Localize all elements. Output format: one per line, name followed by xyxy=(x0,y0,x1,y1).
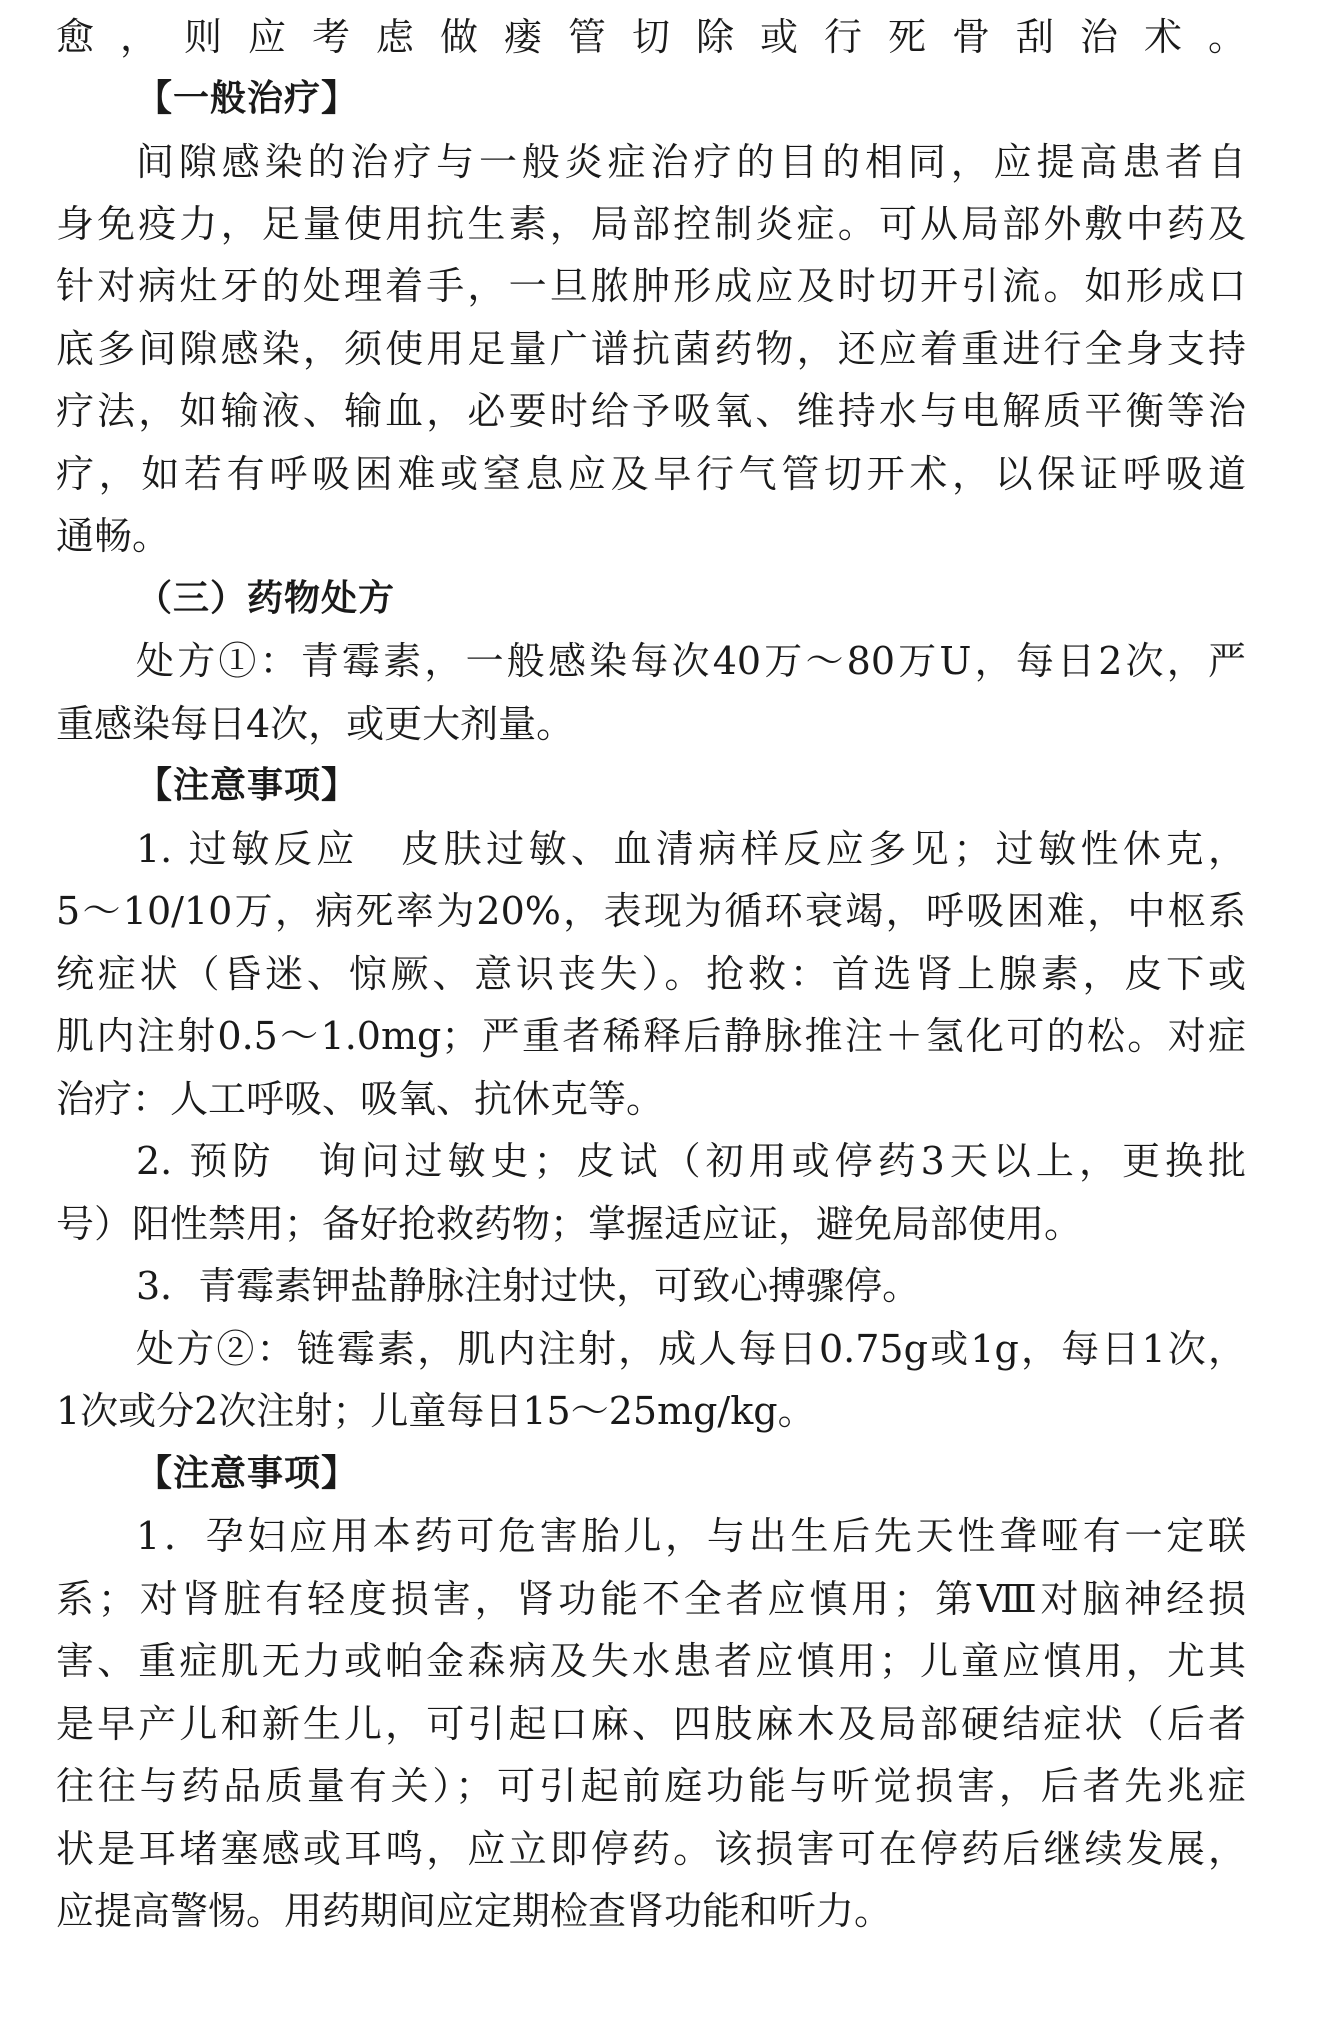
prescription-1-line: 处方①：青霉素，一般感染每次40万～80万U，每日2次，严 xyxy=(136,639,1246,683)
text-line: 害、重症肌无力或帕金森病及失水患者应慎用；儿童应慎用，尤其 xyxy=(56,1639,1246,1683)
text-line: 肌内注射0.5～1.0mg；严重者稀释后静脉推注＋氢化可的松。对症 xyxy=(56,1014,1246,1058)
text-line: 疗，如若有呼吸困难或窒息应及早行气管切开术，以保证呼吸道 xyxy=(56,452,1246,496)
text-line: 5～10/10万，病死率为20%，表现为循环衰竭，呼吸困难，中枢系 xyxy=(56,889,1246,933)
text-line: 往往与药品质量有关）；可引起前庭功能与听觉损害，后者先兆症 xyxy=(56,1764,1246,1808)
text-line: 愈，则应考虑做瘘管切除或行死骨刮治术。 xyxy=(56,15,1246,59)
text-line: 针对病灶牙的处理着手，一旦脓肿形成应及时切开引流。如形成口 xyxy=(56,264,1246,308)
prescription-2-line: 处方②：链霉素，肌内注射，成人每日0.75g或1g，每日1次， xyxy=(136,1327,1246,1371)
text-line: 2. 预防 询问过敏史；皮试（初用或停药3天以上，更换批 xyxy=(136,1139,1246,1183)
section-heading-precautions: 【注意事项】 xyxy=(136,1453,359,1494)
section-heading-precautions: 【注意事项】 xyxy=(136,765,359,806)
text-line: 1. 过敏反应 皮肤过敏、血清病样反应多见；过敏性休克， xyxy=(136,827,1246,871)
text-line: 通畅。 xyxy=(56,514,171,558)
text-line: 治疗：人工呼吸、吸氧、抗休克等。 xyxy=(56,1077,665,1121)
text-line: 1次或分2次注射；儿童每日15～25mg/kg。 xyxy=(56,1389,816,1433)
text-line: 身免疫力，足量使用抗生素，局部控制炎症。可从局部外敷中药及 xyxy=(56,202,1246,246)
section-heading-prescriptions: （三）药物处方 xyxy=(136,578,396,619)
text-line: 统症状（昏迷、惊厥、意识丧失）。抢救：首选肾上腺素，皮下或 xyxy=(56,952,1246,996)
text-line: 状是耳堵塞感或耳鸣，应立即停药。该损害可在停药后继续发展， xyxy=(56,1827,1246,1871)
text-line: 疗法，如输液、输血，必要时给予吸氧、维持水与电解质平衡等治 xyxy=(56,389,1246,433)
text-line: 号）阳性禁用；备好抢救药物；掌握适应证，避免局部使用。 xyxy=(56,1202,1083,1246)
text-line: 重感染每日4次，或更大剂量。 xyxy=(56,702,575,746)
text-line: 1．孕妇应用本药可危害胎儿，与出生后先天性聋哑有一定联 xyxy=(136,1514,1246,1558)
text-line: 应提高警惕。用药期间应定期检查肾功能和听力。 xyxy=(56,1889,893,1933)
text-line: 系；对肾脏有轻度损害，肾功能不全者应慎用；第Ⅷ对脑神经损 xyxy=(56,1577,1246,1621)
text-line: 是早产儿和新生儿，可引起口麻、四肢麻木及局部硬结症状（后者 xyxy=(56,1702,1246,1746)
text-line: 3．青霉素钾盐静脉注射过快，可致心搏骤停。 xyxy=(136,1264,921,1308)
text-line: 底多间隙感染，须使用足量广谱抗菌药物，还应着重进行全身支持 xyxy=(56,327,1246,371)
section-heading-general-treatment: 【一般治疗】 xyxy=(136,78,359,119)
text-line: 间隙感染的治疗与一般炎症治疗的目的相同，应提高患者自 xyxy=(136,140,1246,184)
